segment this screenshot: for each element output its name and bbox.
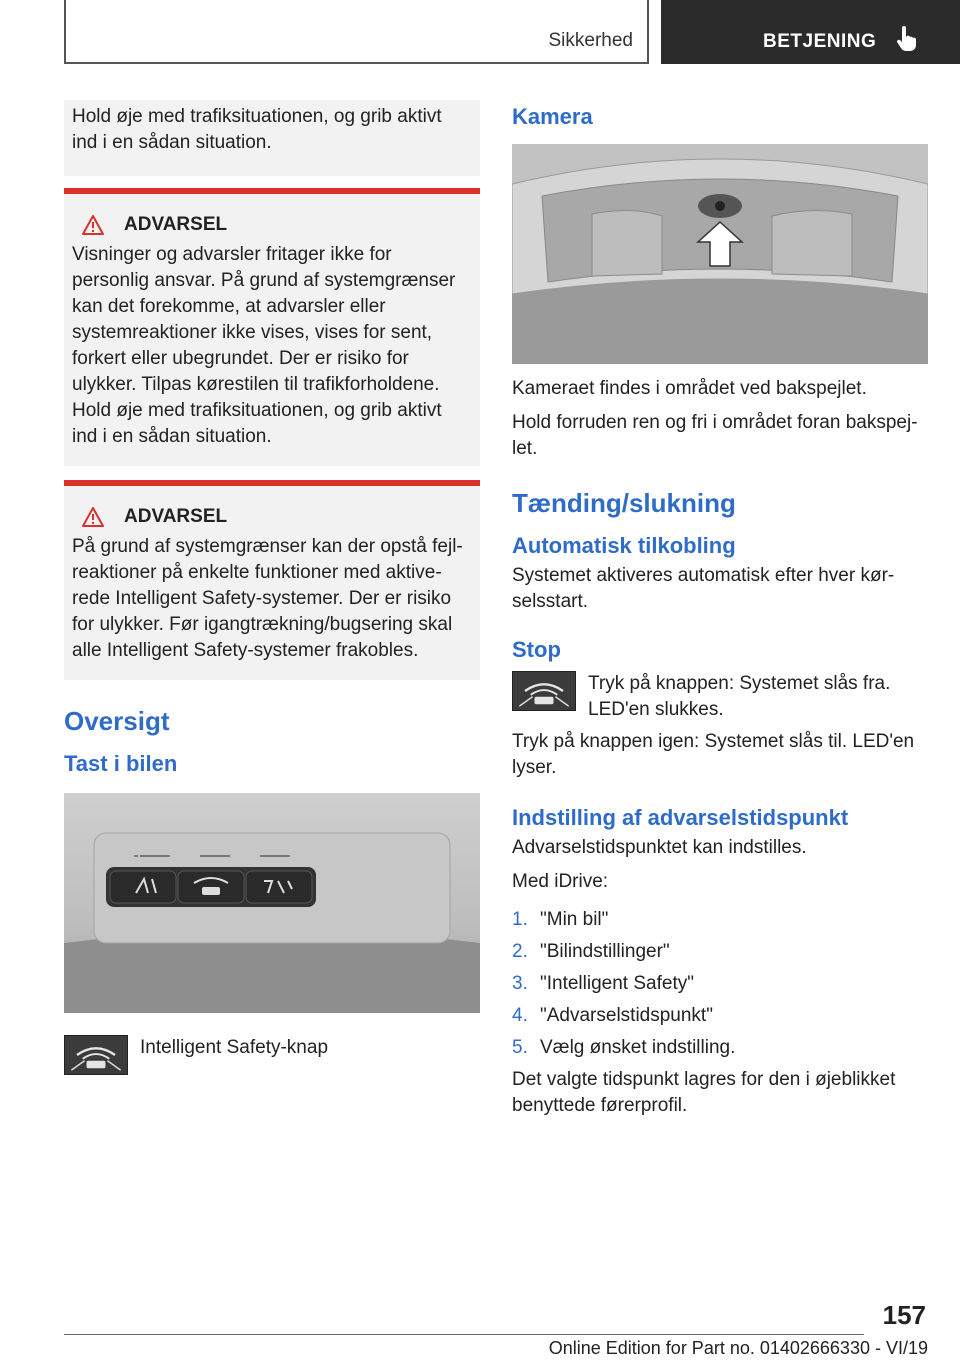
- heading-stop: Stop: [512, 637, 561, 662]
- hand-pointer-icon: [895, 26, 919, 52]
- intelligent-safety-button-icon: [512, 671, 576, 711]
- warning-triangle-icon: [82, 507, 104, 527]
- idrive-steps-list: [512, 907, 928, 1061]
- timing-text-1: Advarselstidspunktet kan indstilles.: [512, 837, 807, 858]
- edition-text: Online Edition for Part no. 01402666330 - VI/19: [548, 1338, 928, 1358]
- stop-text-2: Tryk på knappen igen: Systemet slås til. LED'en lyser.: [512, 731, 915, 778]
- warning-box-1: [64, 188, 480, 466]
- header-chapter-title: BETJENING: [763, 31, 877, 52]
- camera-image: [512, 144, 928, 364]
- timing-text-2: Med iDrive:: [512, 871, 609, 892]
- page-number: 157: [882, 1300, 926, 1330]
- camera-text-1: Kameraet findes i området ved bakspejlet.: [512, 378, 867, 399]
- warning-label-2: ADVARSEL: [124, 506, 228, 527]
- page-header: [0, 0, 960, 66]
- warning-heading-2: [72, 504, 472, 530]
- camera-text-2: Hold forruden ren og fri i området foran bakspejlet.: [512, 412, 918, 459]
- warning-heading-1: [72, 212, 472, 238]
- stop-text-1: Tryk på knappen: Systemet slås fra. LED'en slukkes.: [588, 673, 891, 720]
- warning-label-1: ADVARSEL: [124, 214, 228, 235]
- list-item: 4. "Advarselstidspunkt": [512, 1005, 713, 1026]
- button-panel-image: [64, 793, 480, 1013]
- list-item: 3. "Intelligent Safety": [512, 973, 694, 994]
- warning-box-2: [64, 480, 480, 680]
- list-item: 2. "Bilindstillinger": [512, 941, 670, 962]
- auto-activation-text: Systemet aktiveres automatisk efter hver kørselsstart.: [512, 565, 895, 612]
- warning-text-1: Visninger og advarsler fritager ikke for personlig ansvar. På grund af systemgrænser kan det forekomme, at advarsler eller systemreaktioner ikke vises, vises for sent, forkert eller ubegrundet. Der er risiko for ulykker. Tilpas kørestilen til trafikforholdene. Hold øje med trafiksituationen, og grib aktivt ind i en sådan situation.: [72, 244, 456, 447]
- warning-triangle-icon: [82, 215, 104, 235]
- intelligent-safety-button-row: [64, 1035, 480, 1075]
- stop-button-row: [512, 671, 928, 723]
- intro-text: Hold øje med trafiksituationen, og grib aktivt ind i en sådan situation.: [72, 106, 442, 153]
- right-column: [512, 100, 928, 1119]
- list-item: 5. Vælg ønsket indstilling.: [512, 1037, 736, 1058]
- heading-button-in-car: Tast i bilen: [64, 751, 178, 776]
- heading-camera: Kamera: [512, 104, 593, 129]
- button-caption: Intelligent Safety-knap: [140, 1037, 329, 1058]
- warning-text-2: På grund af systemgrænser kan der opstå fejlreaktioner på enkelte funktioner med aktiverede Intelligent Safety-systemer. Der er risiko for ulykker. Før igangtrækning/bugsering skal alle Intelligent Safety-systemer frakobles.: [72, 536, 463, 661]
- timing-end-text: Det valgte tidspunkt lagres for den i øjeblikket benyttede førerprofil.: [512, 1069, 896, 1116]
- heading-auto-activation: Automatisk tilkobling: [512, 533, 736, 558]
- header-section-title: Sikkerhed: [548, 30, 633, 51]
- list-item: 1. "Min bil": [512, 909, 609, 930]
- page-footer: [64, 1300, 928, 1362]
- header-section-box: [64, 0, 649, 64]
- heading-on-off: Tænding/slukning: [512, 488, 736, 518]
- intro-box: [64, 100, 480, 176]
- intelligent-safety-button-icon: [64, 1035, 128, 1075]
- heading-warning-timing: Indstilling af advarselstidspunkt: [512, 805, 849, 830]
- header-chapter-box: [661, 0, 960, 64]
- left-column: [64, 100, 480, 1075]
- heading-overview: Oversigt: [64, 706, 170, 736]
- footer-divider: [64, 1334, 864, 1335]
- button-panel-illustration: [64, 793, 480, 1013]
- camera-illustration: [512, 144, 928, 364]
